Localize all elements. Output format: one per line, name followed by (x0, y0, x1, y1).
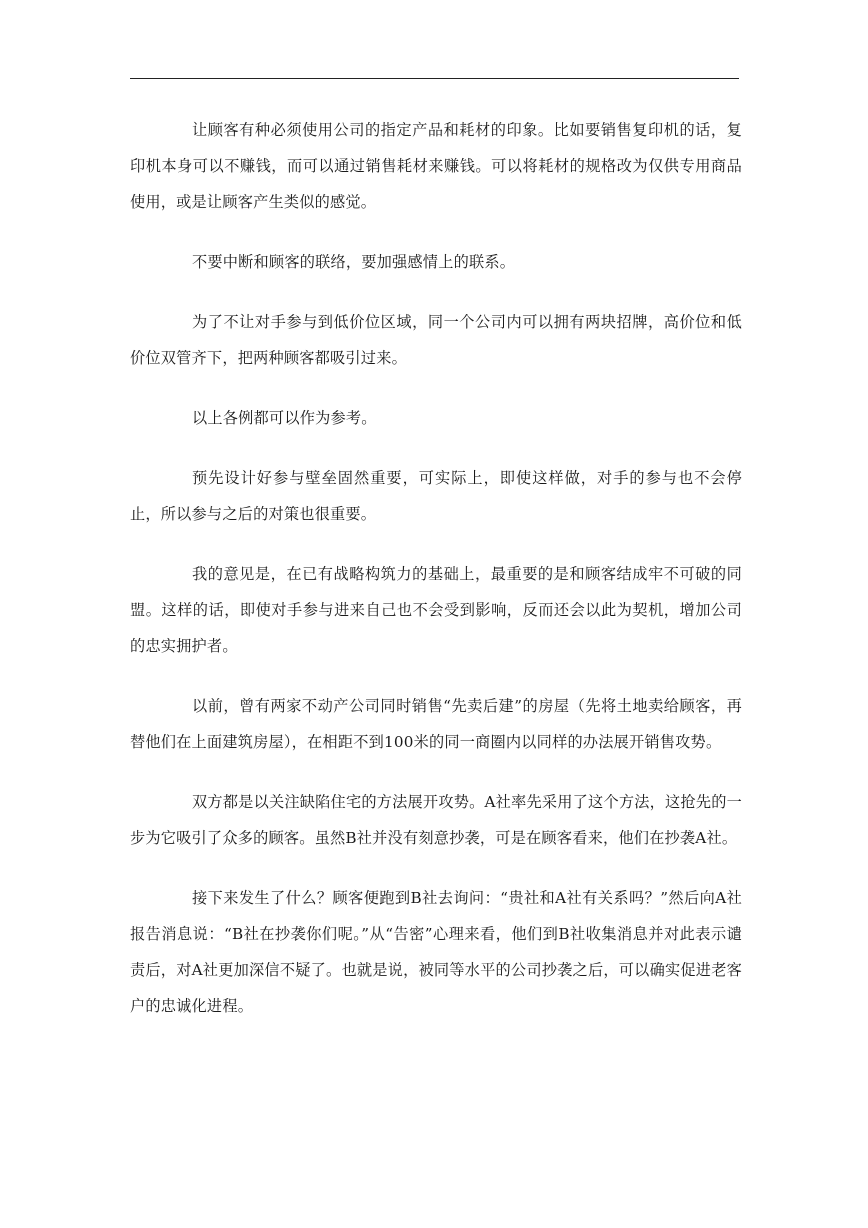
paragraph: 接下来发生了什么？顾客便跑到B社去询问：“贵社和A社有关系吗？”然后向A社报告消息说：“B社在抄袭你们呢。”从“告密”心理来看，他们到B社收集消息并对此表示谴责后，对A社更加深信不疑了。也就是说，被同等水平的公司抄袭之后，可以确实促进老客户的忠诚化进程。 (130, 889, 742, 1015)
paragraph: 我的意见是，在已有战略构筑力的基础上，最重要的是和顾客结成牢不可破的同盟。这样的话，即使对手参与进来自己也不会受到影响，反而还会以此为契机，增加公司的忠实拥护者。 (130, 565, 742, 655)
paragraph: 预先设计好参与壁垒固然重要，可实际上，即使这样做，对手的参与也不会停止，所以参与之后的对策也很重要。 (130, 469, 742, 523)
paragraph: 为了不让对手参与到低价位区域，同一个公司内可以拥有两块招牌，高价位和低价位双管齐下，把两种顾客都吸引过来。 (130, 313, 742, 367)
paragraph: 双方都是以关注缺陷住宅的方法展开攻势。A社率先采用了这个方法，这抢先的一步为它吸引了众多的顾客。虽然B社并没有刻意抄袭，可是在顾客看来，他们在抄袭A社。 (130, 793, 742, 847)
header-rule (130, 78, 739, 79)
document-body (130, 112, 742, 1048)
paragraph: 不要中断和顾客的联络，要加强感情上的联系。 (192, 253, 516, 271)
paragraph: 以上各例都可以作为参考。 (192, 409, 377, 427)
paragraph: 让顾客有种必须使用公司的指定产品和耗材的印象。比如要销售复印机的话，复印机本身可以不赚钱，而可以通过销售耗材来赚钱。可以将耗材的规格改为仅供专用商品使用，或是让顾客产生类似的感觉。 (130, 121, 742, 211)
paragraph: 以前，曾有两家不动产公司同时销售“先卖后建”的房屋（先将土地卖给顾客，再替他们在上面建筑房屋），在相距不到100米的同一商圈内以同样的办法展开销售攻势。 (130, 697, 742, 751)
